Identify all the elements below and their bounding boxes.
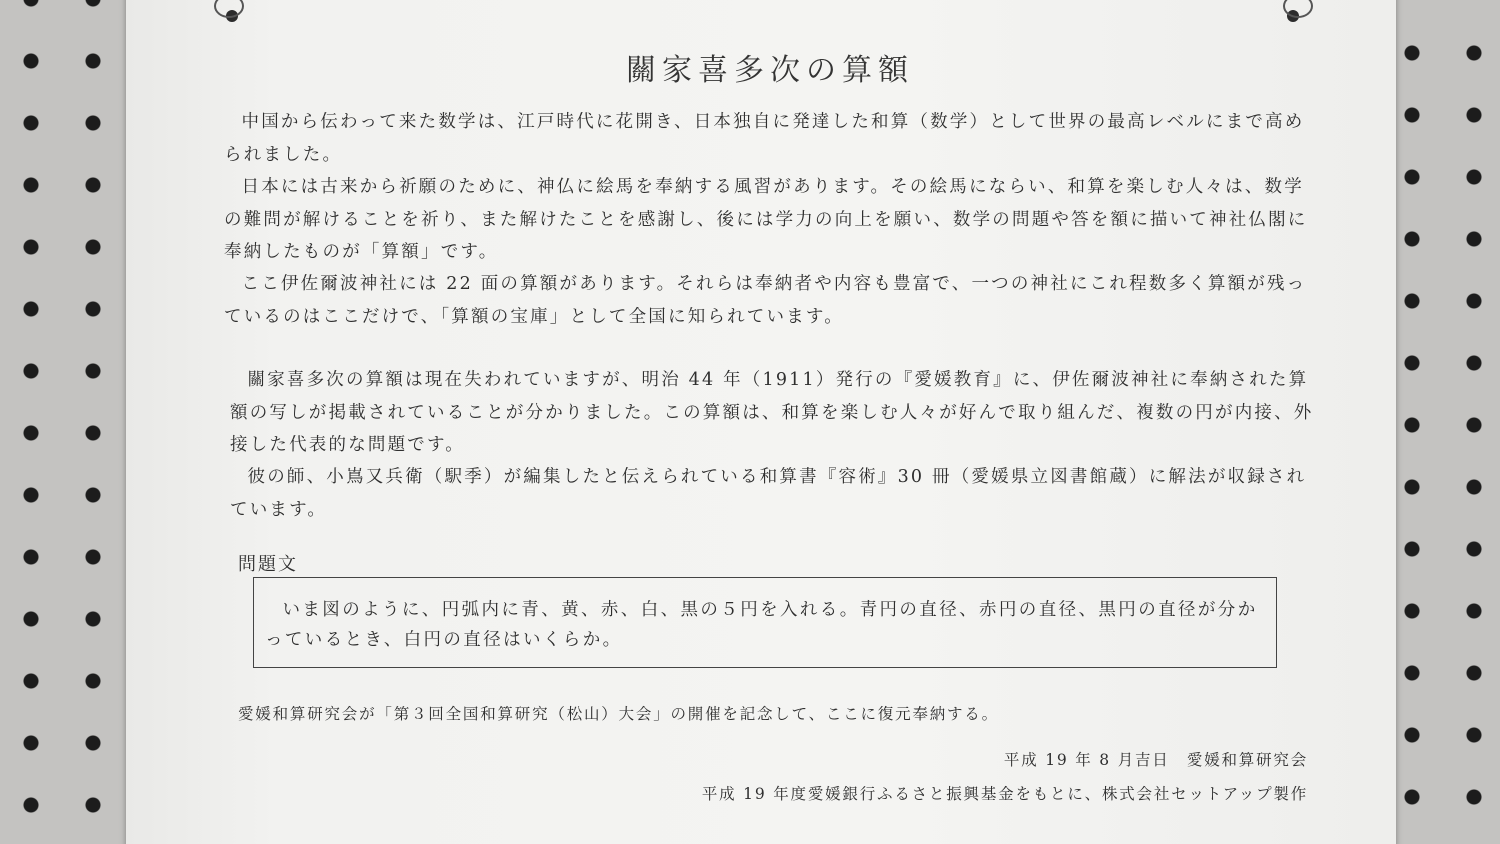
problem-text: いま図のように、円弧内に青、黄、赤、白、黒の５円を入れる。青円の直径、赤円の直径、黒円の直径が分かっているとき、白円の直径はいくらか。 — [265, 600, 1258, 650]
pegboard-left — [0, 0, 140, 844]
intro-paragraph-1: 中国から伝わって来た数学は、江戸時代に花開き、日本独自に発達した和算（数学）として世界の最高レベルにまで高められました。 — [224, 112, 1305, 165]
history-paragraph-1: 關家喜多次の算額は現在失われていますが、明治 44 年（1911）発行の『愛媛教育』に、伊佐爾波神社に奉納された算額の写しが掲載されていることが分かりました。この算額は、和算を楽しむ人々が好んで取り組んだ、複数の円が内接、外接した代表的な問題です。 — [230, 370, 1314, 455]
history-paragraph-2: 彼の師、小嶌又兵衛（駅季）が編集したと伝えられている和算書『容術』30 冊（愛媛県立図書館蔵）に解法が収録されています。 — [230, 467, 1307, 520]
problem-heading: 問題文 — [238, 554, 298, 575]
pegboard-right — [1385, 0, 1500, 844]
poster-title: 關家喜多次の算額 — [626, 53, 914, 88]
intro-paragraph-2: 日本には古来から祈願のために、神仏に絵馬を奉納する風習があります。その絵馬にならい、和算を楽しむ人々は、数学の難問が解けることを祈り、また解けたことを感謝し、後には学力の向上を願い、数学の問題や答を額に描いて神社仏閣に奉納したものが「算額」です。 — [224, 177, 1308, 262]
dedication-text: 愛媛和算研究会が「第３回全国和算研究（松山）大会」の開催を記念して、ここに復元奉納する。 — [238, 705, 999, 723]
sponsor-credit: 平成 19 年度愛媛銀行ふるさと振興基金をもとに、株式会社セットアップ製作 — [701, 785, 1308, 803]
intro-paragraph-3: ここ伊佐爾波神社には 22 面の算額があります。それらは奉納者や内容も豊富で、一つの神社にこれ程数多く算額が残っているのはここだけで、「算額の宝庫」として全国に知られています。 — [224, 274, 1307, 327]
date-and-author: 平成 19 年 8 月吉日 愛媛和算研究会 — [1003, 751, 1308, 769]
